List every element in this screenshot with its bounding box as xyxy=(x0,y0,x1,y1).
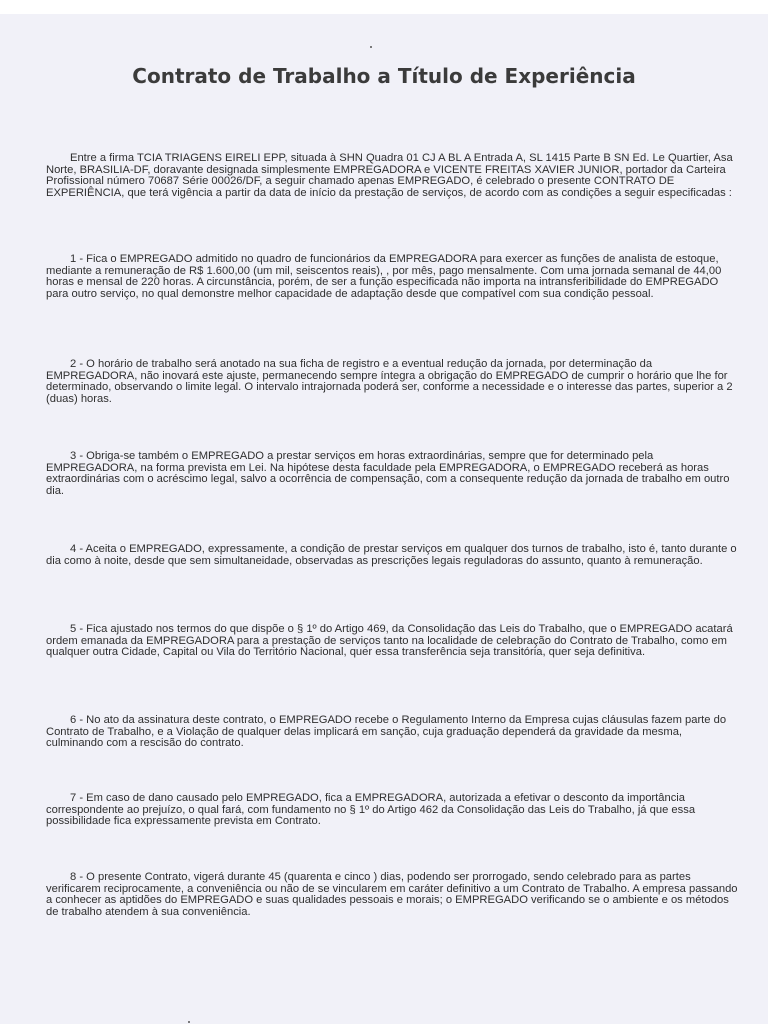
clause-8: 8 - O presente Contrato, vigerá durante 45 (quarenta e cinco ) dias, podendo ser prorrogado, sendo celebrado para as partes verificarem reciprocamente, a conveniência ou não de se vincularem em caráter definitivo a um Contrato de Trabalho. A empresa passando a conhecer as aptidões do EMPREGADO e suas qualidades pessoais e morais; o EMPREGADO verificando se o ambiente e os métodos de trabalho atendem à sua conveniência. xyxy=(46,871,738,918)
document-title: Contrato de Trabalho a Título de Experiência xyxy=(132,64,636,88)
clause-3: 3 - Obriga-se também o EMPREGADO a prestar serviços em horas extraordinárias, sempre que for determinado pela EMPREGADORA, na forma prevista em Lei. Na hipótese desta faculdade pela EMPREGADORA, o EMPREGADO receberá as horas extraordinárias com o acréscimo legal, salvo a ocorrência de compensação, com a consequente redução da jornada de trabalho em outro dia. xyxy=(46,450,730,497)
intro-paragraph: Entre a firma TCIA TRIAGENS EIRELI EPP, situada à SHN Quadra 01 CJ A BL A Entrada A, SL 1415 Parte B SN Ed. Le Quartier, Asa Norte, BRASILIA-DF, doravante designada simplesmente EMPREGADORA e VICENTE FREITAS XAVIER JUNIOR, portador da Carteira Profissional número 70687 Série 00026/DF, a seguir chamado apenas EMPREGADO, é celebrado o presente CONTRATO DE EXPERIÊNCIA, que terá vigência a partir da data de início da prestação de serviços, de acordo com as condições a seguir especificadas : xyxy=(46,152,733,199)
clause-7: 7 - Em caso de dano causado pelo EMPREGADO, fica a EMPREGADORA, autorizada a efetivar o desconto da importância correspondente ao prejuízo, o qual fará, com fundamento no § 1º do Artigo 462 da Consolidação das Leis do Trabalho, já que essa possibilidade fica expressamente prevista em Contrato. xyxy=(46,792,696,828)
clause-6: 6 - No ato da assinatura deste contrato, o EMPREGADO recebe o Regulamento Interno da Empresa cujas cláusulas fazem parte do Contrato de Trabalho, e a Violação de qualquer delas implicará em sanção, cuja graduação dependerá da gravidade da mesma, culminando com a rescisão do contrato. xyxy=(46,714,727,750)
clause-2: 2 - O horário de trabalho será anotado na sua ficha de registro e a eventual redução da jornada, por determinação da EMPREGADORA, não inovará este ajuste, permanecendo sempre íntegra a obrigação do EMPREGADO de cumprir o horário que lhe for determinado, observando o limite legal. O intervalo intrajornada poderá ser, conforme a necessidade e o interesse das partes, superior a 2 (duas) horas. xyxy=(46,358,733,405)
clause-4: 4 - Aceita o EMPREGADO, expressamente, a condição de prestar serviços em qualquer dos turnos de trabalho, isto é, tanto durante o dia como à noite, desde que sem simultaneidade, observadas as prescrições legais reguladoras do assunto, quanto à remuneração. xyxy=(46,543,737,567)
scan-speck xyxy=(188,1021,190,1023)
clause-1: 1 - Fica o EMPREGADO admitido no quadro de funcionários da EMPREGADORA para exercer as funções de analista de estoque, mediante a remuneração de R$ 1.600,00 (um mil, seiscentos reais), , por mês, pago mensalmente. Com uma jornada semanal de 44,00 horas e mensal de 220 horas. A circunstância, porém, de ser a função especificada não importa na intransferibilidade do EMPREGADO para outro serviço, no qual demonstre melhor capacidade de adaptação desde que compatível com sua condição pessoal. xyxy=(46,253,722,300)
scan-speck xyxy=(370,46,372,48)
clause-5: 5 - Fica ajustado nos termos do que dispõe o § 1º do Artigo 469, da Consolidação das Leis do Trabalho, que o EMPREGADO acatará ordem emanada da EMPREGADORA para a prestação de serviços tanto na localidade de celebração do Contrato de Trabalho, como em qualquer outra Cidade, Capital ou Vila do Território Nacional, quer essa transferência seja transitória, quer seja definitiva. xyxy=(46,623,733,659)
scan-margin xyxy=(0,0,768,14)
